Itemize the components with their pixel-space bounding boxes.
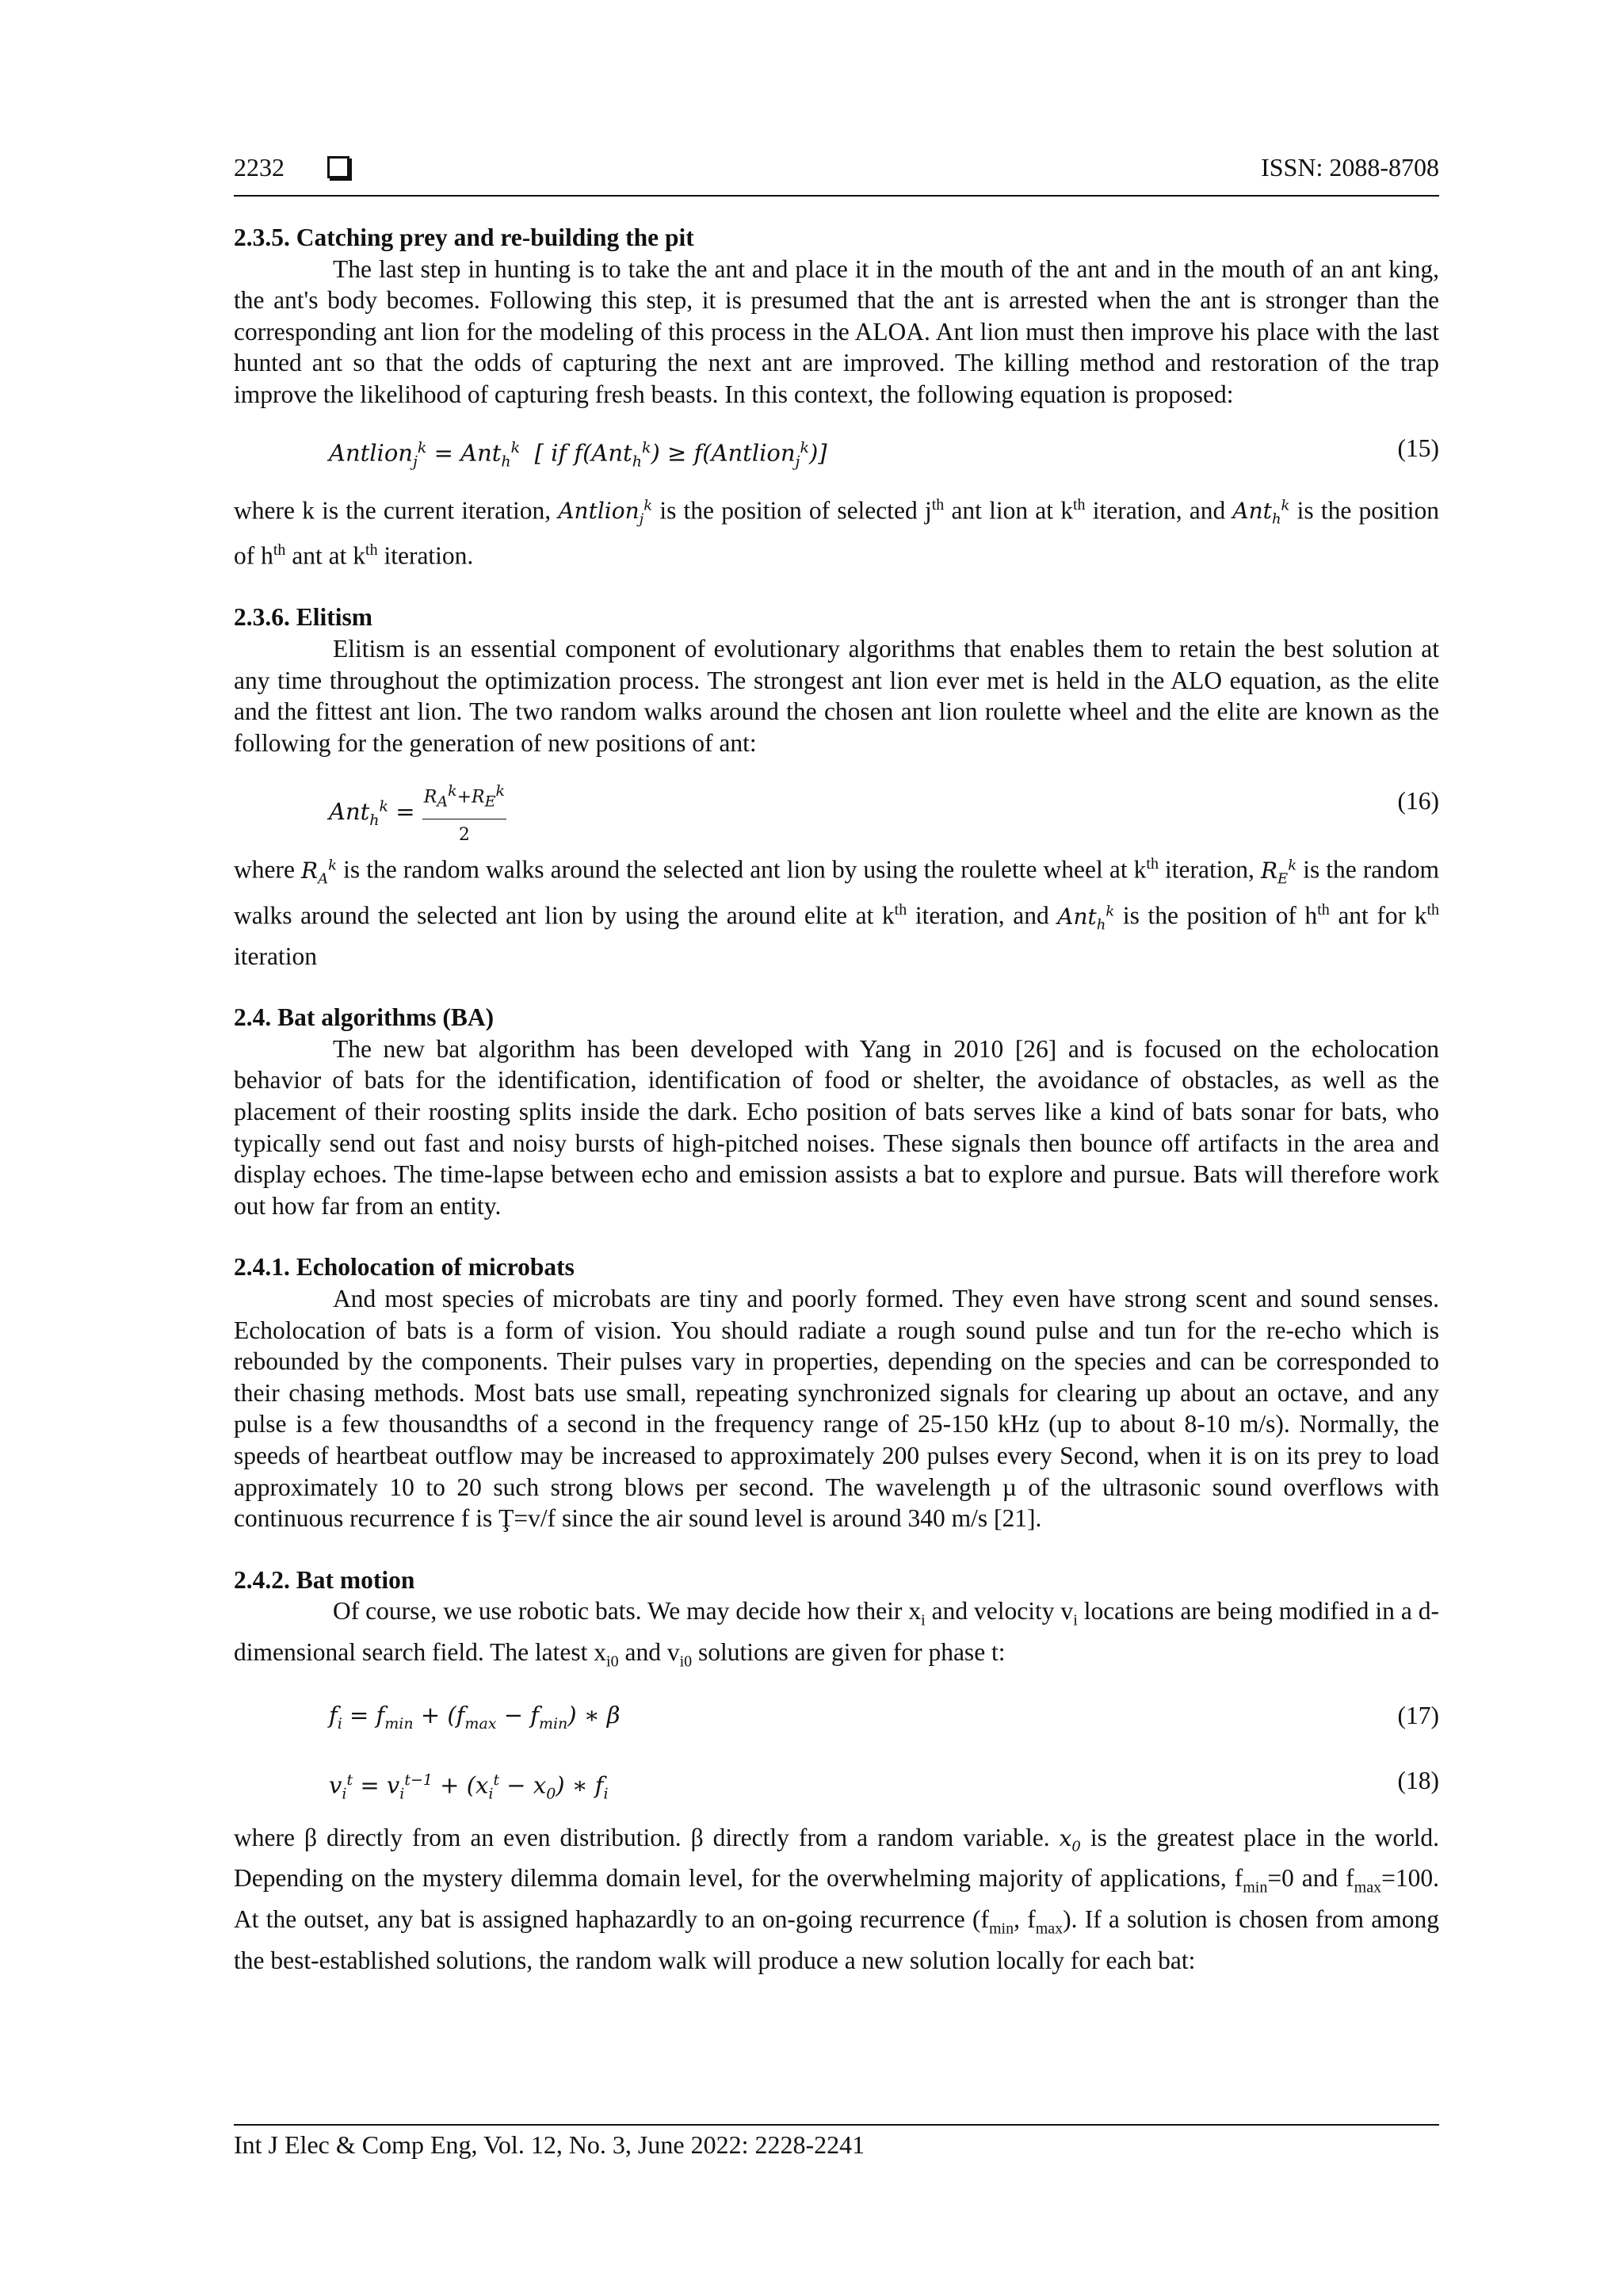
equation-15-explanation: where k is the current iteration, Antlion$_j^k$ is the position of selected $j^{th}$ ant lion at $k^{th}$ iteration, and Ant$_h^k$ is the position of $h^{th}$ ant at $k^{th}$ iteration. [234, 495, 1440, 570]
section-2-4-paragraph: The new bat algorithm has been developed with Yang in 2010 [26] and is focused on the echolocation behavior of bats for the identification, identification of food or shelter, the avoidance of obstacles, as well as the placement of their roosting splits inside the dark. Echo position of bats serves like a kind of bats sonar for bats, who typically send out fast and noisy bursts of high-pitched noises. These signals then bounce off artifacts in the area and display echoes. The time-lapse between echo and emission assists a bat to explore and pursue. Bats will therefore work out how far from an entity. [234, 1034, 1439, 1220]
section-2-3-5-paragraph: The last step in hunting is to take the ant and place it in the mouth of the ant and in the mouth of an ant king, the ant's body becomes. Following this step, it is presumed that the ant is arrested when the ant is stronger than the corresponding ant lion for the modeling of this process in the ALOA. Ant lion must then improve his place with the last hunted ant so that the odds of capturing the next ant are improved. The killing method and restoration of the trap improve the likelihood of capturing fresh beasts. In this context, the following equation is proposed: [234, 254, 1439, 408]
equation-15-expression: Antlion$_j^k$ = Ant$_h^k$ [ if f(Ant$_h^k$) ≥ f(Antlion$_j^k$)] [329, 438, 827, 471]
equation-18 [234, 1757, 1439, 1808]
section-2-4-2-heading: 2.4.2. Bat motion [234, 1565, 415, 1594]
square-bullet-icon [327, 156, 349, 178]
section-2-3-6-heading: 2.3.6. Elitism [234, 603, 373, 632]
equation-15 [234, 425, 1439, 476]
equation-16-number: (16) [1397, 787, 1439, 816]
equation-17-expression: $f_i = f_{min} + (f_{max} - f_{min})$ ∗ β [329, 1702, 621, 1733]
footer-rule [234, 2124, 1439, 2126]
header-rule [234, 195, 1439, 197]
equation-18-expression: $v_i^t = v_i^{t-1} + (x_i^t - x_0)$ ∗ $f_i$ [329, 1771, 609, 1803]
issn: ISSN: 2088-8708 [1261, 153, 1439, 181]
footer-citation: Int J Elec & Comp Eng, Vol. 12, No. 3, June 2022: 2228-2241 [234, 2130, 865, 2159]
article-body [234, 222, 1439, 1977]
section-2-3-6-paragraph: Elitism is an essential component of evolutionary algorithms that enables them to retain the best solution at any time throughout the optimization process. The strongest ant lion ever met is held in the ALO equation, as the elite and the fittest ant lion. The two random walks around the chosen ant lion roulette wheel and the elite are known as the following for the generation of new positions of ant: [234, 634, 1439, 757]
equation-18-explanation: where β directly from an even distribution. β directly from a random variable. $x_0$ is the greatest place in the world. Depending on the mystery dilemma domain level, for the overwhelming majority of applications, $f_{min}=0$ and $f_{max}=100$. At the outset, any bat is assigned haphazardly to an on-going recurrence ($f_{min}$, $f_{max}$). If a solution is chosen from among the best-established solutions, the random walk will produce a new solution locally for each bat: [234, 1824, 1440, 1975]
section-2-4-1-paragraph: And most species of microbats are tiny and poorly formed. They even have strong scent and sound senses. Echolocation of bats is a form of vision. You should radiate a rough sound pulse and tun for the re-echo which is rebounded by the components. Their pulses vary in properties, depending on the species and can be corresponded to their chasing methods. Most bats use small, repeating synchronized signals for clearing up about an octave, and any pulse is a few thousandths of a second in the frequency range of 25-150 kHz (up to about 8-10 m/s). Normally, the speeds of heartbeat outflow may be increased to approximately 200 pulses every Second, when it is on its prey to load approximately 10 to 20 such strong blows per second. The wavelength µ of the ultrasonic sound overflows with continuous recurrence f is Ţ=v/f since the air sound level is around 340 m/s [21]. [234, 1285, 1439, 1533]
equation-18-number: (18) [1397, 1767, 1439, 1795]
equation-17-number: (17) [1397, 1702, 1439, 1730]
page-number: 2232 [234, 153, 285, 181]
equation-15-number: (15) [1397, 434, 1439, 462]
equation-16-expression: Ant$_h^k$ = $\frac{R_A^k+R_E^k}{2}$ [329, 776, 506, 850]
section-2-4-1-heading: 2.4.1. Echolocation of microbats [234, 1253, 575, 1282]
page-header [234, 153, 1439, 191]
section-2-4-2-paragraph: Of course, we use robotic bats. We may decide how their $x_i$ and velocity $v_i$ locations are being modified in a d-dimensional search field. The latest $x_{i0}$ and $v_{i0}$ solutions are given for phase t: [234, 1597, 1439, 1671]
equation-17 [234, 1692, 1439, 1743]
section-2-3-5-heading: 2.3.5. Catching prey and re-building the pit [234, 223, 694, 251]
equation-16 [234, 773, 1439, 845]
section-2-4-heading: 2.4. Bat algorithms (BA) [234, 1003, 495, 1032]
equation-16-explanation: where $R_A^k$ is the random walks around the selected ant lion by using the roulette wheel at $k^{th}$ iteration, $R_E^k$ is the random walks around the selected ant lion by using the around elite at $k^{th}$ iteration, and Ant$_h^k$ is the position of $h^{th}$ ant for $k^{th}$ iteration [234, 855, 1440, 970]
